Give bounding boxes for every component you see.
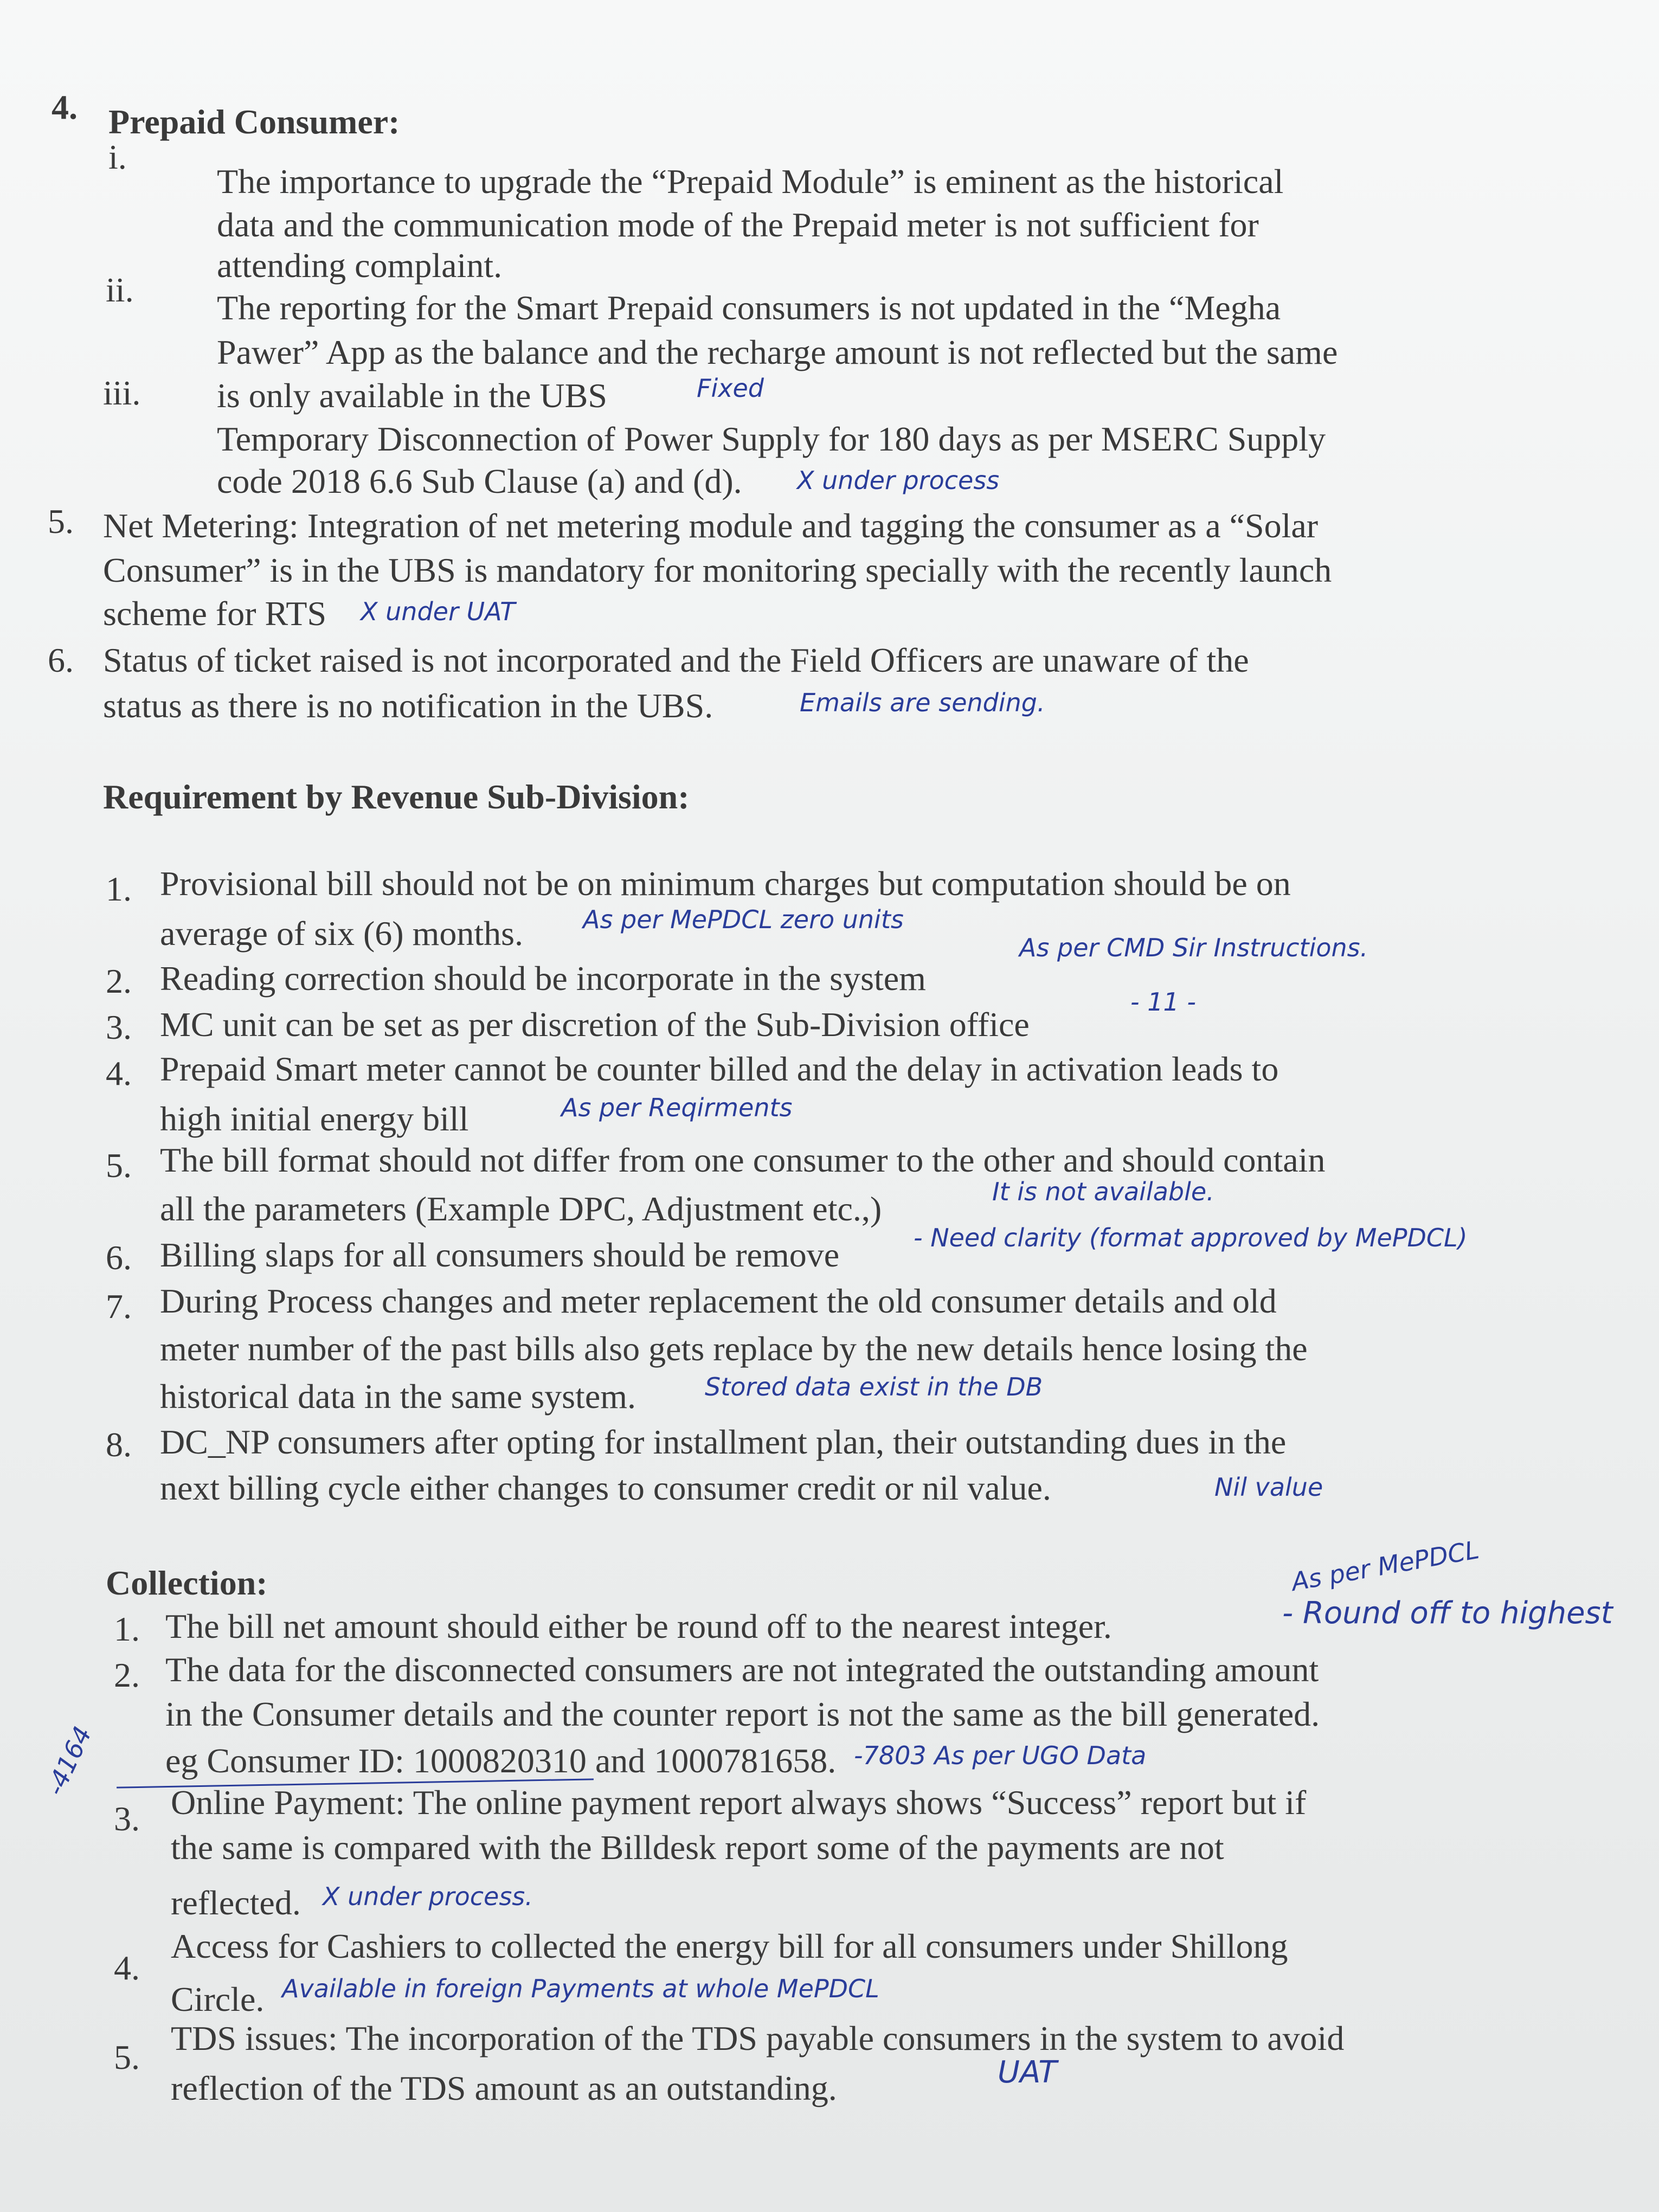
item-iii-number: iii. bbox=[103, 374, 141, 412]
item-ii-number: ii. bbox=[106, 271, 134, 309]
coll-2-line-2: in the Consumer details and the counter report is not the same as the bill generated. bbox=[165, 1695, 1320, 1733]
item-i-line-2: data and the communication mode of the Prepaid meter is not sufficient for bbox=[217, 205, 1259, 244]
handwritten-note-coll-1-top: As per MePDCL bbox=[1289, 1535, 1482, 1597]
rev-5-number: 5. bbox=[106, 1146, 132, 1185]
rev-8-line-1: DC_NP consumers after opting for installment plan, their outstanding dues in the bbox=[160, 1423, 1287, 1461]
rev-1-line-1: Provisional bill should not be on minimum charges but computation should be on bbox=[160, 864, 1291, 903]
section-6-number: 6. bbox=[48, 641, 74, 679]
handwritten-note-rev-8: Nil value bbox=[1214, 1472, 1323, 1502]
rev-4-line-2: high initial energy bill bbox=[160, 1099, 469, 1138]
handwritten-note-coll-2: -7803 As per UGO Data bbox=[854, 1741, 1147, 1770]
coll-5-line-1: TDS issues: The incorporation of the TDS payable consumers in the system to avoid bbox=[171, 2019, 1345, 2057]
handwritten-note-coll-4: Available in foreign Payments at whole MePDCL bbox=[282, 1974, 879, 2003]
rev-4-line-1: Prepaid Smart meter cannot be counter billed and the delay in activation leads to bbox=[160, 1050, 1279, 1088]
item-iii-line-2: code 2018 6.6 Sub Clause (a) and (d). bbox=[217, 462, 742, 500]
handwritten-note-iii: X under process bbox=[797, 466, 1000, 495]
rev-1-line-2: average of six (6) months. bbox=[160, 914, 524, 953]
rev-4-number: 4. bbox=[106, 1054, 132, 1092]
item-ii-line-1: The reporting for the Smart Prepaid consumers is not updated in the “Megha bbox=[217, 288, 1281, 327]
rev-6-number: 6. bbox=[106, 1238, 132, 1277]
rev-2-number: 2. bbox=[106, 962, 132, 1000]
handwritten-note-rev-3: - 11 - bbox=[1130, 987, 1196, 1017]
rev-8-line-2: next billing cycle either changes to consumer credit or nil value. bbox=[160, 1469, 1051, 1507]
coll-2-line-1: The data for the disconnected consumers are not integrated the outstanding amount bbox=[165, 1650, 1319, 1689]
revenue-heading: Requirement by Revenue Sub-Division: bbox=[103, 777, 690, 816]
rev-5-line-1: The bill format should not differ from one consumer to the other and should contain bbox=[160, 1141, 1326, 1179]
section-6-line-2: status as there is no notification in the UBS. bbox=[103, 686, 713, 725]
section-5-line-2: Consumer” is in the UBS is mandatory for monitoring specially with the recently launch bbox=[103, 551, 1332, 589]
rev-3-number: 3. bbox=[106, 1008, 132, 1046]
rev-6-line-1: Billing slaps for all consumers should be remove bbox=[160, 1236, 840, 1274]
item-i-line-3: attending complaint. bbox=[217, 246, 503, 285]
coll-1-line-1: The bill net amount should either be round off to the nearest integer. bbox=[165, 1607, 1112, 1645]
coll-3-line-2: the same is compared with the Billdesk report some of the payments are not bbox=[171, 1828, 1224, 1867]
handwritten-note-coll-1: - Round off to highest bbox=[1282, 1596, 1613, 1631]
handwritten-note-rev-4: As per Reqirments bbox=[561, 1093, 793, 1122]
handwritten-note-ii: Fixed bbox=[697, 374, 764, 403]
section-5-number: 5. bbox=[48, 502, 74, 541]
coll-4-number: 4. bbox=[114, 1949, 140, 1987]
rev-7-line-2: meter number of the past bills also gets replace by the new details hence losing the bbox=[160, 1329, 1308, 1368]
item-i-line-1: The importance to upgrade the “Prepaid Module” is eminent as the historical bbox=[217, 162, 1284, 201]
handwritten-note-coll-5: UAT bbox=[998, 2055, 1057, 2090]
coll-3-line-3: reflected. bbox=[171, 1883, 301, 1922]
item-ii-line-2: Pawer” App as the balance and the recharge amount is not reflected but the same bbox=[217, 333, 1338, 371]
coll-5-number: 5. bbox=[114, 2038, 140, 2076]
section-4-title: Prepaid Consumer: bbox=[108, 102, 400, 141]
rev-8-number: 8. bbox=[106, 1425, 132, 1464]
handwritten-note-coll-3: X under process. bbox=[323, 1882, 533, 1911]
coll-2-line-3: eg Consumer ID: 1000820310 and 1000781658. bbox=[165, 1741, 837, 1780]
handwritten-note-rev-1: As per MePDCL zero units bbox=[583, 905, 904, 934]
item-iii-line-1: Temporary Disconnection of Power Supply for 180 days as per MSERC Supply bbox=[217, 420, 1326, 458]
handwritten-note-6: Emails are sending. bbox=[800, 688, 1045, 717]
coll-4-line-2: Circle. bbox=[171, 1980, 265, 2018]
rev-7-number: 7. bbox=[106, 1287, 132, 1326]
handwritten-note-rev-5: It is not available. bbox=[992, 1177, 1214, 1206]
coll-3-number: 3. bbox=[114, 1799, 140, 1838]
handwritten-note-5: X under UAT bbox=[361, 597, 516, 626]
coll-4-line-1: Access for Cashiers to collected the energy bill for all consumers under Shillong bbox=[171, 1927, 1288, 1965]
coll-2-number: 2. bbox=[114, 1656, 140, 1694]
handwritten-note-rev-6: - Need clarity (format approved by MePDCL) bbox=[914, 1223, 1468, 1252]
rev-7-line-1: During Process changes and meter replacement the old consumer details and old bbox=[160, 1282, 1277, 1320]
item-ii-line-3: is only available in the UBS bbox=[217, 376, 607, 415]
section-4-number: 4. bbox=[52, 88, 78, 126]
rev-1-number: 1. bbox=[106, 870, 132, 908]
handwritten-note-rev-2: As per CMD Sir Instructions. bbox=[1019, 933, 1368, 962]
section-5-line-1: Net Metering: Integration of net metering module and tagging the consumer as a “Solar bbox=[103, 506, 1319, 545]
rev-7-line-3: historical data in the same system. bbox=[160, 1377, 636, 1416]
rev-2-line-1: Reading correction should be incorporate in the system bbox=[160, 959, 926, 998]
section-6-line-1: Status of ticket raised is not incorporated and the Field Officers are unaware of the bbox=[103, 641, 1249, 679]
coll-5-line-2: reflection of the TDS amount as an outstanding. bbox=[171, 2069, 837, 2107]
coll-1-number: 1. bbox=[114, 1610, 140, 1648]
collection-heading: Collection: bbox=[106, 1564, 268, 1602]
coll-3-line-1: Online Payment: The online payment report always shows “Success” report but if bbox=[171, 1783, 1307, 1822]
item-i-number: i. bbox=[108, 138, 127, 176]
section-5-line-3: scheme for RTS bbox=[103, 594, 327, 633]
handwritten-margin-note-coll-2: -4164 bbox=[40, 1722, 98, 1800]
rev-5-line-2: all the parameters (Example DPC, Adjustment etc.,) bbox=[160, 1189, 882, 1228]
handwritten-note-rev-7: Stored data exist in the DB bbox=[705, 1372, 1043, 1401]
rev-3-line-1: MC unit can be set as per discretion of the Sub-Division office bbox=[160, 1005, 1030, 1044]
